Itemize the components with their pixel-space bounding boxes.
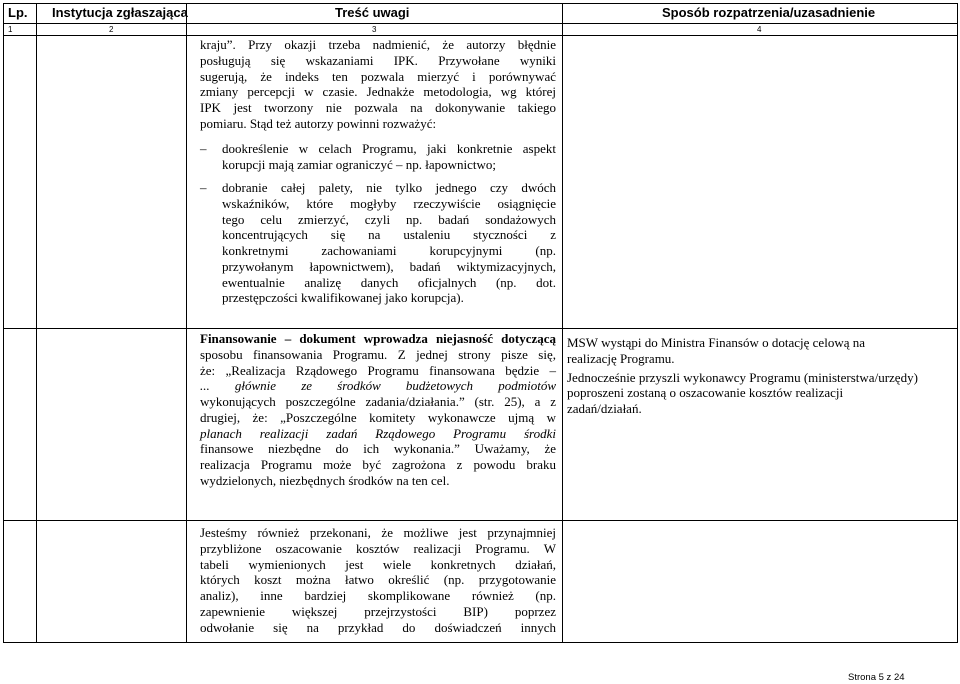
- text-line: wykonujących poszczególne zadania/działania.” (str. 25), a z: [200, 394, 556, 409]
- text-line: realizacja Programu może być zagrożona z powodu braku: [200, 457, 556, 472]
- row2-bottom-border: [3, 520, 957, 521]
- row1-bottom-border: [3, 328, 957, 329]
- text-line: wydzielonych, niezbędnych środków na ten cel.: [200, 472, 450, 488]
- text-line: ewentualnie analizę danych oficjalnych (np. dot.: [222, 274, 556, 290]
- text-line: koncentrujących się na ustaleniu styczności z: [222, 227, 556, 243]
- page-number: Strona 5 z 24: [848, 672, 905, 683]
- text-line: finansowe niezbędne do ich wykonania.” Uważamy, że: [200, 441, 556, 457]
- column-number: 3: [372, 25, 377, 34]
- text-line: korupcji mają zamiar ograniczyć – np. łapownictwo;: [222, 156, 496, 172]
- table-bottom-border: [3, 642, 957, 643]
- text-line: zmiany percepcji w czasie. Jednakże metodologia, wg której: [200, 84, 556, 100]
- text-line: przywołanym łapownictwem), badań wiktymizacyjnych,: [222, 258, 556, 274]
- bullet-dash: –: [200, 141, 207, 156]
- text-line: konkretnymi zachowaniami korupcyjnymi (np.: [222, 243, 556, 258]
- text-line: realizację Programu.: [567, 350, 675, 366]
- text-line: poproszeni zostaną o oszacowanie kosztów realizacji: [567, 385, 844, 401]
- row2-content: [200, 331, 556, 489]
- text-line: przestępczości kwalifikowanej jako korupcja).: [222, 290, 464, 306]
- text-line: że: „Realizacja Rządowego Programu finansowana będzie –: [200, 362, 556, 378]
- text-line: sugerują, że indeks ten pozwala mierzyć i porównywać: [200, 68, 556, 84]
- column-number: 1: [8, 25, 13, 34]
- column-border: [562, 3, 563, 643]
- text-line: tego celu zmierzyć, czyli np. badań sondażowych: [222, 211, 556, 227]
- text-line: sposobu finansowania Programu. Z jednej strony pisze się,: [200, 346, 556, 362]
- text-line: dobranie całej palety, nie tylko jednego czy dwóch: [222, 180, 556, 195]
- text-line: dookreślenie w celach Programu, jaki konkretnie aspekt: [222, 141, 556, 156]
- column-border: [3, 3, 4, 643]
- header-resolution: Sposób rozpatrzenia/uzasadnienie: [662, 5, 876, 20]
- row2-response: [567, 335, 955, 417]
- text-line: zapewnienie większej przejrzystości BIP) poprzez: [200, 603, 556, 619]
- text-line: Jednocześnie przyszli wykonawcy Programu (ministerstwa/urzędy): [567, 369, 918, 385]
- row1-content: [200, 37, 556, 132]
- text-line: analiz), inne bardziej skomplikowane również (np.: [200, 588, 556, 603]
- text-line: tabeli wymienionych jest wiele konkretnych działań,: [200, 556, 556, 572]
- text-line: ... głównie ze środków budżetowych podmiotów: [200, 378, 556, 394]
- bold-term: Finansowanie – dokument wprowadza niejasność dotyczącą: [200, 331, 556, 346]
- text-line: drugiej, że: „Poszczególne komitety wykonawcze ujmą w: [200, 409, 556, 425]
- text-line: IPK jest tworzony nie pozwala na dokonywanie takiego: [200, 100, 556, 115]
- text-line: [200, 331, 556, 347]
- column-number: 4: [757, 25, 762, 34]
- column-border: [36, 3, 37, 643]
- column-border: [957, 3, 958, 643]
- text-line: kraju”. Przy okazji trzeba nadmienić, że autorzy błędnie: [200, 37, 556, 52]
- text-line: zadań/działań.: [567, 401, 642, 416]
- text-line: których koszt można łatwo określić (np. przygotowanie: [200, 572, 556, 588]
- column-border: [186, 3, 187, 643]
- text-line: przybliżone oszacowanie kosztów realizacji Programu. W: [200, 540, 556, 556]
- text-line: wskaźników, które mogłyby rzeczywiście osiągnięcie: [222, 195, 556, 211]
- row1-bullet2: [222, 180, 556, 306]
- text-line: MSW wystąpi do Ministra Finansów o dotację celową na: [567, 335, 865, 350]
- text-line: odwołanie się na przykład do doświadczeń innych: [200, 619, 556, 635]
- header-bottom-border: [3, 23, 957, 24]
- number-row-border: [3, 35, 957, 36]
- header-lp: Lp.: [8, 5, 28, 20]
- header-content: Treść uwagi: [335, 5, 410, 20]
- column-number: 2: [109, 25, 114, 34]
- text-line: pomiaru. Stąd też autorzy powinni rozważyć:: [200, 115, 437, 131]
- row1-bullet1: [222, 141, 556, 173]
- table-top-border: [3, 3, 957, 4]
- header-institution: Instytucja zgłaszająca: [52, 5, 188, 20]
- bullet-dash: –: [200, 180, 207, 195]
- text-line: posługują się wskazaniami IPK. Przywołane wyniki: [200, 52, 556, 68]
- text-line: planach realizacji zadań Rządowego Programu środki: [200, 425, 556, 441]
- row3-content: [200, 525, 556, 635]
- text-line: Jesteśmy również przekonani, że możliwe jest przynajmniej: [200, 525, 556, 540]
